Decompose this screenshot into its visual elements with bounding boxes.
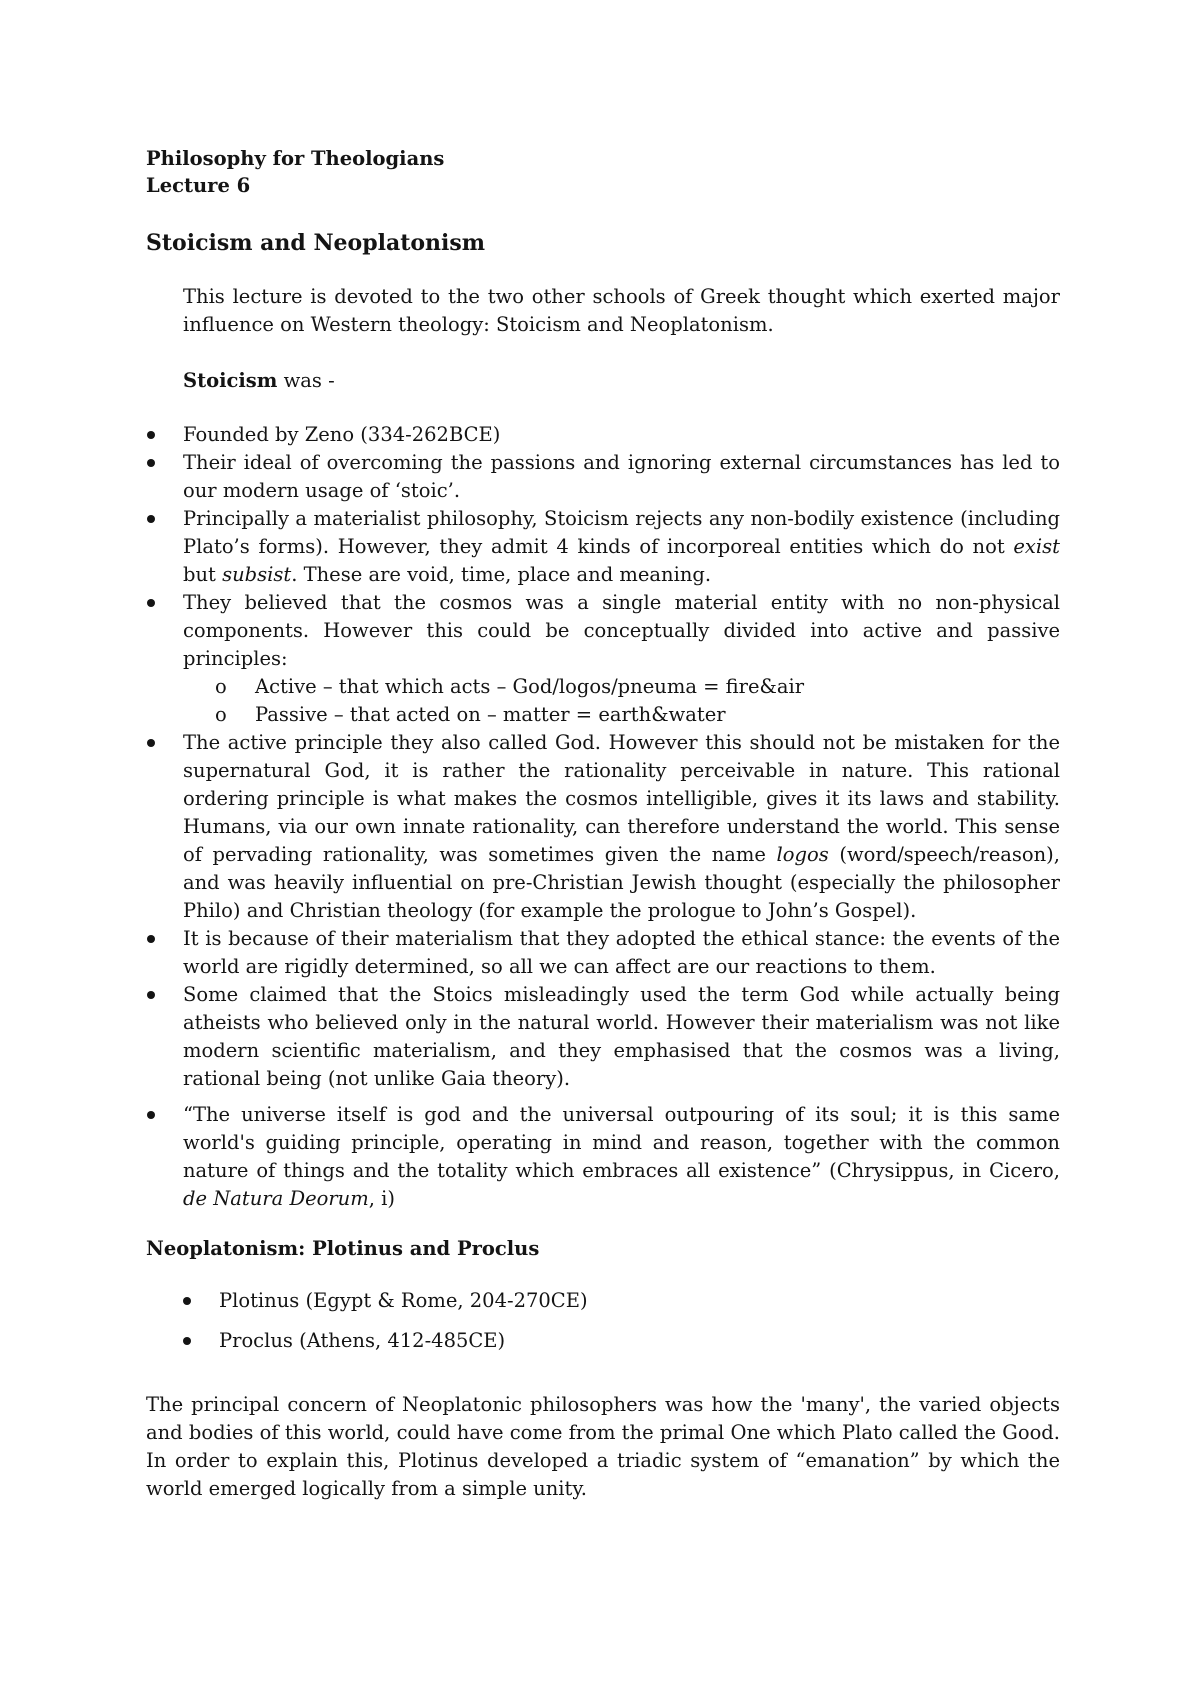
italic-subsist: subsist — [222, 563, 292, 586]
neoplatonism-list — [146, 1287, 1060, 1355]
bullet-icon — [183, 1337, 191, 1345]
bullet-icon — [147, 431, 155, 439]
lecture-number: Lecture 6 — [146, 174, 251, 197]
list-item: Their ideal of overcoming the passions and ignoring external circumstances has led to our modern usage of ‘stoic’. — [183, 449, 1060, 505]
list-item: The active principle they also called God. However this should not be mistaken for the supernatural God, it is rather the rationality perceivable in nature. This rational ordering principle is what makes the cosmos intelligible, gives it its laws and stability. Humans, via our own innate rationality, can therefore understand the world. This sense of pervading rationality, was sometimes given the name logos (word/speech/reason), and was heavily influential on pre-Christian Jewish thought (especially the philosopher Philo) and Christian theology (for example the prologue to John’s Gospel). — [183, 729, 1060, 925]
stoicism-label-bold: Stoicism — [183, 369, 278, 392]
italic-exist: exist — [1013, 535, 1060, 558]
neoplatonism-heading: Neoplatonism: Plotinus and Proclus — [146, 1237, 540, 1260]
bullet-icon — [147, 739, 155, 747]
list-item: Some claimed that the Stoics misleadingly used the term God while actually being atheists who believed only in the natural world. However their materialism was not like modern scientific materialism, and they emphasised that the cosmos was a living, rational being (not unlike Gaia theory). — [183, 981, 1060, 1093]
closing-paragraph: The principal concern of Neoplatonic philosophers was how the 'many', the varied objects and bodies of this world, could have come from the primal One which Plato called the Good. In order to explain this, Plotinus developed a triadic system of “emanation” by which the world emerged logically from a simple unity. — [146, 1393, 1060, 1500]
bullet-icon — [147, 599, 155, 607]
sub-list-item: o Active – that which acts – God/logos/pneuma = fire&air — [255, 673, 1060, 701]
page-title: Stoicism and Neoplatonism — [146, 230, 486, 256]
list-item: Plotinus (Egypt & Rome, 204-270CE) — [219, 1287, 1060, 1315]
bullet-icon — [147, 1111, 155, 1119]
stoicism-label — [183, 367, 1060, 395]
bullet-icon — [147, 459, 155, 467]
bullet-icon — [147, 935, 155, 943]
bullet-icon — [147, 991, 155, 999]
circle-bullet-icon: o — [215, 675, 227, 698]
list-item: Principally a materialist philosophy, Stoicism rejects any non-bodily existence (including Plato’s forms). However, they admit 4 kinds of incorporeal entities which do not exist but subsist. These are void, time, place and meaning. — [183, 505, 1060, 589]
intro-paragraph: This lecture is devoted to the two other schools of Greek thought which exerted major influence on Western theology: Stoicism and Neoplatonism. — [183, 285, 1060, 336]
stoicism-bullet-list — [146, 421, 1060, 1213]
italic-book-title: de Natura Deorum — [183, 1187, 369, 1210]
list-item: It is because of their materialism that they adopted the ethical stance: the events of the world are rigidly determined, so all we can affect are our reactions to them. — [183, 925, 1060, 981]
bullet-icon — [183, 1297, 191, 1305]
list-item: “The universe itself is god and the universal outpouring of its soul; it is this same world's guiding principle, operating in mind and reason, together with the common nature of things and the totality which embraces all existence” (Chrysippus, in Cicero, de Natura Deorum, i) — [183, 1101, 1060, 1213]
bullet-icon — [147, 515, 155, 523]
sub-list-item: o Passive – that acted on – matter = earth&water — [255, 701, 1060, 729]
list-item: Proclus (Athens, 412-485CE) — [219, 1327, 1060, 1355]
stoicism-label-rest: was - — [277, 369, 335, 392]
list-item: Founded by Zeno (334-262BCE) — [183, 421, 1060, 449]
list-item: They believed that the cosmos was a single material entity with no non-physical components. However this could be conceptually divided into active and passive principles: o Active – that which acts – God/logos/pneuma = fire&air o Passive – that acted on – matter = earth&water — [183, 589, 1060, 729]
course-title: Philosophy for Theologians — [146, 147, 445, 170]
circle-bullet-icon: o — [215, 703, 227, 726]
principles-sub-list — [183, 673, 1060, 729]
italic-logos: logos — [776, 843, 829, 866]
stoicism-section — [183, 283, 1060, 395]
